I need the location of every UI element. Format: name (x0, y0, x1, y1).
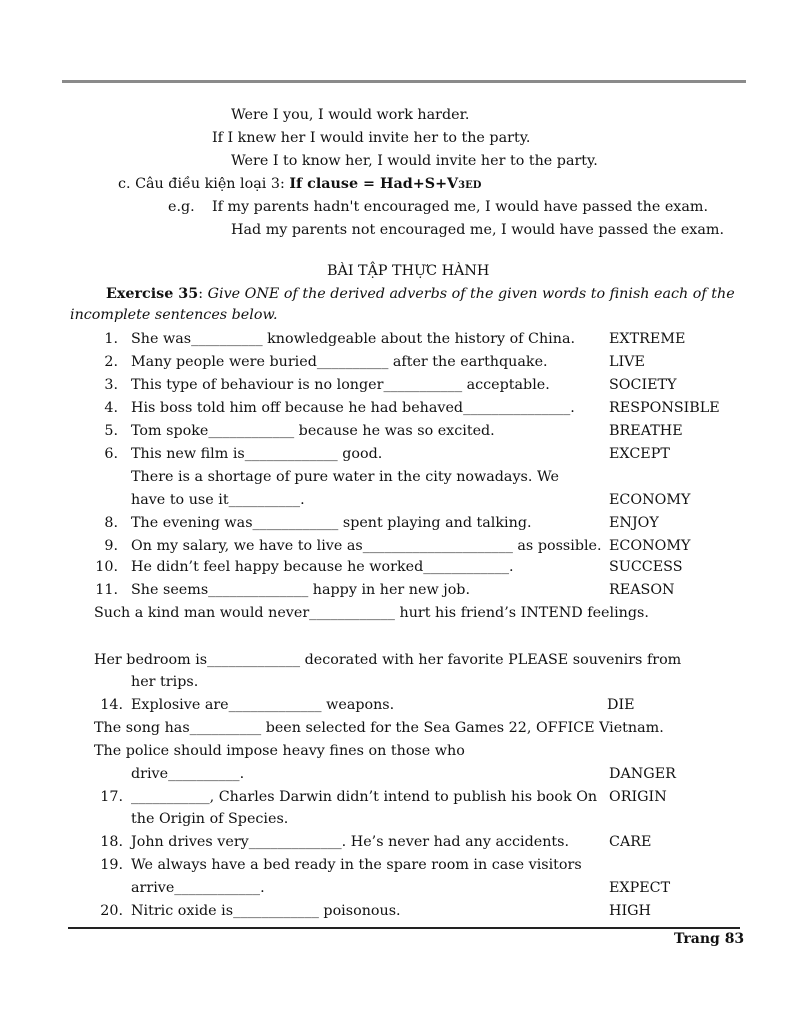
exercise-colon: : (198, 286, 208, 302)
item-number: 3. (104, 377, 118, 393)
item-number: 11. (95, 582, 118, 598)
item-keyword: EXCEPT (609, 446, 670, 462)
item-keyword: REASON (609, 582, 675, 598)
item-number: 18. (100, 834, 123, 850)
sentence-please-line-2: her trips. (131, 674, 199, 690)
item-sentence: We always have a bed ready in the spare room in case visitors (131, 857, 582, 873)
conditional-type3-label: c. Câu điều kiện loại 3: (118, 176, 290, 192)
sentence-danger-line-2: drive__________. (131, 766, 245, 782)
item-number: 10. (95, 559, 118, 575)
item-number: 5. (104, 423, 118, 439)
item-keyword: ENJOY (609, 515, 659, 531)
item-sentence: His boss told him off because he had behaved_______________. (131, 400, 575, 416)
item-sentence: Nitric oxide is____________ poisonous. (131, 903, 401, 919)
item-sentence: She seems______________ happy in her new job. (131, 582, 470, 598)
item-keyword: DANGER (609, 766, 676, 782)
item-sentence: Many people were buried__________ after the earthquake. (131, 354, 548, 370)
item-number: 19. (100, 857, 123, 873)
item-sentence: The evening was____________ spent playing and talking. (131, 515, 532, 531)
item-sentence: There is a shortage of pure water in the city nowadays. We (131, 469, 559, 485)
example-line-2: Had my parents not encouraged me, I would have passed the exam. (231, 222, 724, 238)
item-keyword: BREATHE (609, 423, 683, 439)
item-keyword: CARE (609, 834, 652, 850)
conditional-type3-line (118, 175, 481, 195)
item-sentence: This new film is_____________ good. (131, 446, 383, 462)
page-number: Trang 83 (674, 931, 745, 947)
item-number: 4. (104, 400, 118, 416)
item-sentence: Explosive are_____________ weapons. (131, 697, 395, 713)
intro-line-1: Were I you, I would work harder. (231, 107, 470, 123)
header-rule (62, 80, 746, 83)
exercise-instruction-line-1 (106, 285, 735, 303)
item-number: 9. (104, 538, 118, 554)
footer-rule (68, 927, 740, 929)
example-label: e.g. (168, 199, 195, 215)
item-sentence: On my salary, we have to live as_____________________ as possible. (131, 538, 602, 554)
item-keyword: DIE (607, 697, 635, 713)
item-number: 14. (100, 697, 123, 713)
item-number: 6. (104, 446, 118, 462)
item-sentence-continued: have to use it__________. (131, 492, 305, 508)
item-number: 8. (104, 515, 118, 531)
item-keyword: LIVE (609, 354, 645, 370)
item-number: 17. (100, 789, 123, 805)
item-keyword: RESPONSIBLE (609, 400, 720, 416)
item-sentence: This type of behaviour is no longer___________ acceptable. (131, 377, 550, 393)
item-sentence: Tom spoke____________ because he was so excited. (131, 423, 495, 439)
item-keyword: ECONOMY (609, 492, 691, 508)
item-number: 20. (100, 903, 123, 919)
item-keyword: EXTREME (609, 331, 686, 347)
intro-line-2: If I knew her I would invite her to the party. (212, 130, 531, 146)
intro-line-3: Were I to know her, I would invite her to the party. (231, 153, 598, 169)
item-sentence: She was__________ knowledgeable about the history of China. (131, 331, 576, 347)
item-keyword: ORIGIN (609, 789, 667, 805)
exercise-label: Exercise 35 (106, 286, 199, 302)
item-keyword: HIGH (609, 903, 652, 919)
sentence-office: The song has__________ been selected for the Sea Games 22, OFFICE Vietnam. (94, 720, 664, 736)
item-keyword: SOCIETY (609, 377, 677, 393)
exercise-instruction-line-2: incomplete sentences below. (70, 307, 278, 323)
item-keyword: SUCCESS (609, 559, 683, 575)
conditional-type3-formula: If clause = Had+S+V (289, 176, 459, 192)
example-line-1: If my parents hadn't encouraged me, I would have passed the exam. (212, 199, 708, 215)
sentence-danger-line-1: The police should impose heavy fines on those who (94, 743, 465, 759)
item-sentence: ___________, Charles Darwin didn’t intend to publish his book On (131, 789, 598, 805)
item-sentence-continued: arrive____________. (131, 880, 265, 896)
exercise-instruction-text: Give ONE of the derived adverbs of the given words to finish each of the (207, 286, 735, 302)
item-number: 2. (104, 354, 118, 370)
item-keyword: ECONOMY (609, 538, 691, 554)
item-sentence-continued: the Origin of Species. (131, 811, 289, 827)
item-sentence: John drives very_____________. He’s never had any accidents. (131, 834, 570, 850)
sentence-intend: Such a kind man would never____________ hurt his friend’s INTEND feelings. (94, 605, 649, 621)
item-keyword: EXPECT (609, 880, 671, 896)
section-title: BÀI TẬP THỰC HÀNH (327, 263, 490, 279)
item-sentence: He didn’t feel happy because he worked____________. (131, 559, 514, 575)
sentence-please-line-1: Her bedroom is_____________ decorated with her favorite PLEASE souvenirs from (94, 652, 682, 668)
item-number: 1. (104, 331, 118, 347)
conditional-type3-subscript: 3ED (458, 180, 482, 191)
